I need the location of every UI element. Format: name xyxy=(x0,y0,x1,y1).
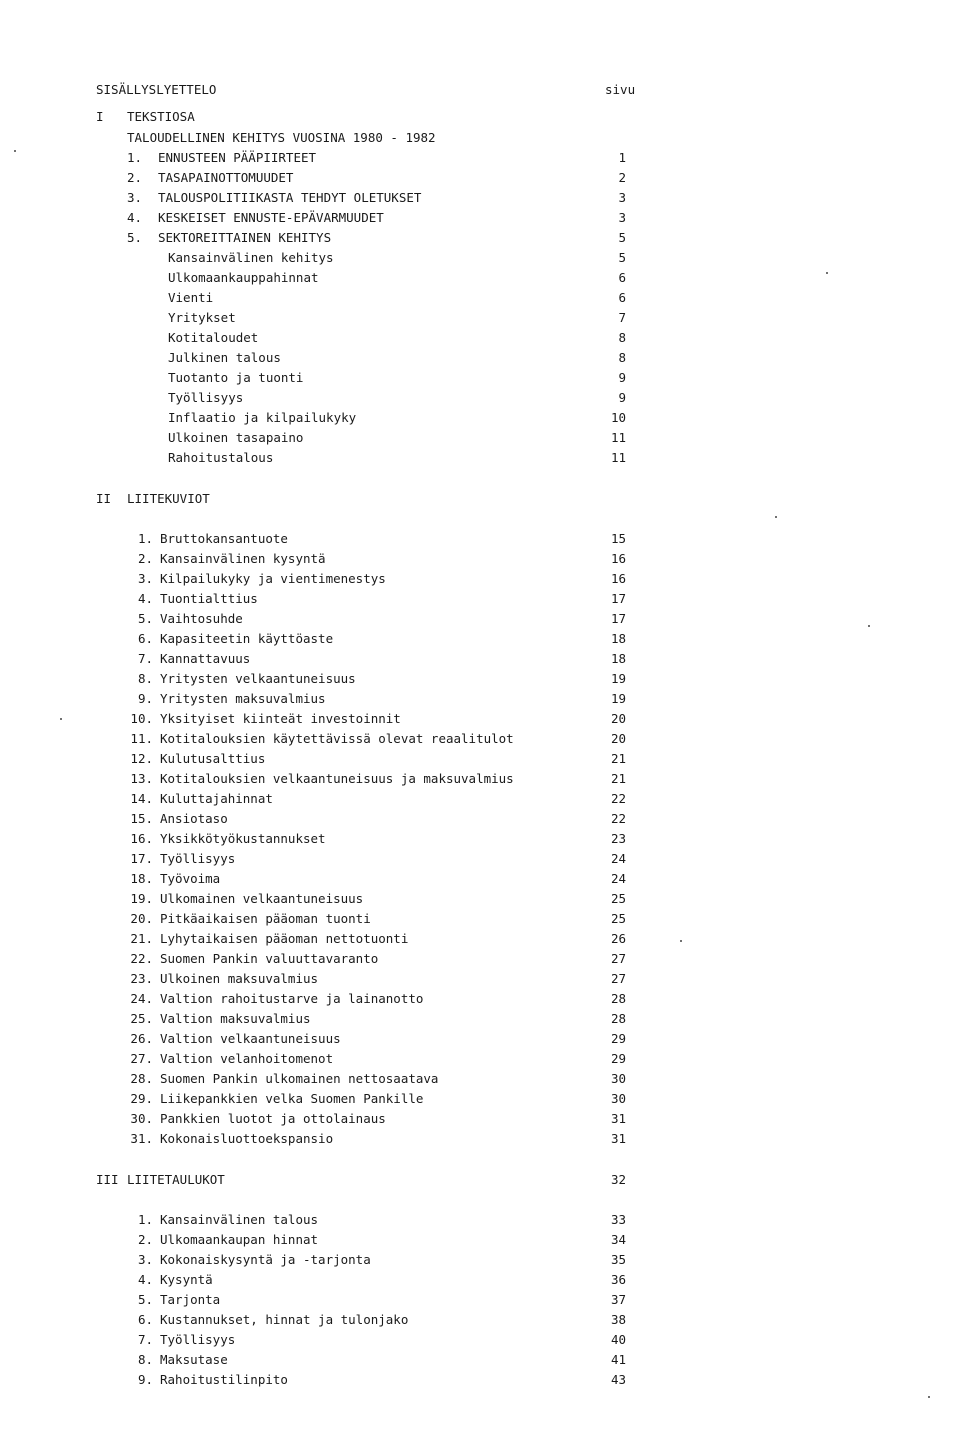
figure-number: 27. xyxy=(130,1051,153,1066)
entry-title: SEKTOREITTAINEN KEHITYS xyxy=(158,230,332,245)
subentry-title: Julkinen talous xyxy=(168,350,281,365)
subentry-page: 8 xyxy=(618,330,626,345)
toc-entry xyxy=(0,208,960,228)
entry-number: 4. xyxy=(127,210,143,225)
figure-number: 4. xyxy=(137,591,153,606)
figure-number: 29. xyxy=(130,1091,153,1106)
section-number: III xyxy=(96,1172,119,1187)
table-title: Ulkomaankaupan hinnat xyxy=(160,1232,319,1247)
table-title: Kansainvälinen talous xyxy=(160,1212,319,1227)
subentry-page: 9 xyxy=(618,390,626,405)
figure-entry xyxy=(0,589,960,609)
subentry-title: Ulkoinen tasapaino xyxy=(168,430,304,445)
table-number: 3. xyxy=(137,1252,153,1267)
figure-page: 31 xyxy=(610,1111,626,1126)
toc-subentry xyxy=(0,368,960,388)
section-number: II xyxy=(96,491,112,506)
figure-title: Ansiotaso xyxy=(160,811,228,826)
entry-page: 2 xyxy=(618,170,626,185)
scan-speck xyxy=(826,272,828,274)
figure-entry xyxy=(0,869,960,889)
figure-title: Suomen Pankin valuuttavaranto xyxy=(160,951,379,966)
figure-entry xyxy=(0,529,960,549)
figure-entry xyxy=(0,829,960,849)
toc-subentry xyxy=(0,408,960,428)
figure-number: 14. xyxy=(130,791,153,806)
subentry-title: Vienti xyxy=(168,290,214,305)
figure-title: Suomen Pankin ulkomainen nettosaatava xyxy=(160,1071,439,1086)
figure-title: Tuontialttius xyxy=(160,591,258,606)
figure-number: 11. xyxy=(130,731,153,746)
scan-speck xyxy=(928,1396,930,1398)
table-page: 33 xyxy=(610,1212,626,1227)
figure-title: Valtion maksuvalmius xyxy=(160,1011,311,1026)
table-entry xyxy=(0,1270,960,1290)
subentry-page: 8 xyxy=(618,350,626,365)
figure-page: 25 xyxy=(610,911,626,926)
figure-title: Pankkien luotot ja ottolainaus xyxy=(160,1111,386,1126)
section-title: LIITEKUVIOT xyxy=(127,491,210,506)
table-title: Kustannukset, hinnat ja tulonjako xyxy=(160,1312,409,1327)
figure-entry xyxy=(0,709,960,729)
entry-title: TASAPAINOTTOMUUDET xyxy=(158,170,294,185)
table-number: 4. xyxy=(137,1272,153,1287)
figure-entry xyxy=(0,1069,960,1089)
scan-speck xyxy=(60,718,62,720)
figure-entry xyxy=(0,789,960,809)
figure-number: 21. xyxy=(130,931,153,946)
figure-title: Kuluttajahinnat xyxy=(160,791,273,806)
table-title: Rahoitustilinpito xyxy=(160,1372,288,1387)
scan-speck xyxy=(775,516,777,518)
table-number: 9. xyxy=(137,1372,153,1387)
figure-entry xyxy=(0,809,960,829)
figure-page: 30 xyxy=(610,1071,626,1086)
figure-title: Kansainvälinen kysyntä xyxy=(160,551,326,566)
figure-entry xyxy=(0,1029,960,1049)
figure-entry xyxy=(0,889,960,909)
figure-entry xyxy=(0,769,960,789)
table-entry xyxy=(0,1370,960,1390)
toc-entry xyxy=(0,188,960,208)
figure-number: 30. xyxy=(130,1111,153,1126)
figure-page: 28 xyxy=(610,1011,626,1026)
section-page-number: 32 xyxy=(610,1172,626,1187)
entry-number: 2. xyxy=(127,170,143,185)
section-title: LIITETAULUKOT xyxy=(127,1172,225,1187)
figure-number: 19. xyxy=(130,891,153,906)
toc-subentry xyxy=(0,388,960,408)
figure-entry xyxy=(0,729,960,749)
figure-title: Kapasiteetin käyttöaste xyxy=(160,631,334,646)
entry-page: 3 xyxy=(618,190,626,205)
figure-number: 3. xyxy=(137,571,153,586)
toc-subentry xyxy=(0,308,960,328)
figure-title: Kulutusalttius xyxy=(160,751,266,766)
table-page: 35 xyxy=(610,1252,626,1267)
figure-page: 19 xyxy=(610,671,626,686)
figure-entry xyxy=(0,989,960,1009)
figure-page: 17 xyxy=(610,611,626,626)
figure-entry xyxy=(0,929,960,949)
table-page: 37 xyxy=(610,1292,626,1307)
table-page: 38 xyxy=(610,1312,626,1327)
toc-subentry xyxy=(0,328,960,348)
figure-title: Yritysten maksuvalmius xyxy=(160,691,326,706)
subentry-title: Inflaatio ja kilpailukyky xyxy=(168,410,357,425)
scan-speck xyxy=(868,625,870,627)
toc-subentry xyxy=(0,348,960,368)
figure-page: 16 xyxy=(610,571,626,586)
figure-entry xyxy=(0,569,960,589)
subentry-page: 9 xyxy=(618,370,626,385)
figure-entry xyxy=(0,629,960,649)
entry-number: 1. xyxy=(127,150,143,165)
figure-page: 25 xyxy=(610,891,626,906)
figure-number: 2. xyxy=(137,551,153,566)
figure-title: Kilpailukyky ja vientimenestys xyxy=(160,571,386,586)
figure-number: 12. xyxy=(130,751,153,766)
table-title: Kysyntä xyxy=(160,1272,213,1287)
subentry-page: 11 xyxy=(610,450,626,465)
figure-title: Valtion rahoitustarve ja lainanotto xyxy=(160,991,424,1006)
table-entry xyxy=(0,1230,960,1250)
figure-number: 8. xyxy=(137,671,153,686)
figure-title: Kotitalouksien käytettävissä olevat reaalitulot xyxy=(160,731,514,746)
figure-number: 15. xyxy=(130,811,153,826)
figure-title: Kotitalouksien velkaantuneisuus ja maksuvalmius xyxy=(160,771,514,786)
figure-number: 25. xyxy=(130,1011,153,1026)
figure-title: Työllisyys xyxy=(160,851,236,866)
figure-entry xyxy=(0,549,960,569)
toc-entry xyxy=(0,148,960,168)
figure-number: 18. xyxy=(130,871,153,886)
table-page: 34 xyxy=(610,1232,626,1247)
table-entry xyxy=(0,1330,960,1350)
figure-page: 20 xyxy=(610,711,626,726)
figure-page: 21 xyxy=(610,751,626,766)
figure-title: Kannattavuus xyxy=(160,651,251,666)
figure-number: 20. xyxy=(130,911,153,926)
table-title: Maksutase xyxy=(160,1352,228,1367)
figure-number: 24. xyxy=(130,991,153,1006)
table-page: 36 xyxy=(610,1272,626,1287)
entry-title: TALOUSPOLITIIKASTA TEHDYT OLETUKSET xyxy=(158,190,422,205)
page-column-label: sivu xyxy=(605,82,636,97)
figure-page: 16 xyxy=(610,551,626,566)
figure-page: 23 xyxy=(610,831,626,846)
figure-page: 17 xyxy=(610,591,626,606)
entry-number: 5. xyxy=(127,230,143,245)
figure-page: 18 xyxy=(610,651,626,666)
subentry-title: Kansainvälinen kehitys xyxy=(168,250,334,265)
table-entry xyxy=(0,1210,960,1230)
table-page: 40 xyxy=(610,1332,626,1347)
subentry-title: Rahoitustalous xyxy=(168,450,274,465)
table-entry xyxy=(0,1250,960,1270)
toc-subentry xyxy=(0,428,960,448)
toc-subentry xyxy=(0,248,960,268)
figure-title: Ulkoinen maksuvalmius xyxy=(160,971,319,986)
entry-title: ENNUSTEEN PÄÄPIIRTEET xyxy=(158,150,317,165)
figure-number: 16. xyxy=(130,831,153,846)
figure-page: 27 xyxy=(610,971,626,986)
figure-title: Liikepankkien velka Suomen Pankille xyxy=(160,1091,424,1106)
section-subtitle-row xyxy=(0,128,960,148)
section-heading xyxy=(0,489,960,509)
figure-title: Kokonaisluottoekspansio xyxy=(160,1131,334,1146)
subentry-title: Ulkomaankauppahinnat xyxy=(168,270,319,285)
subentry-title: Kotitaloudet xyxy=(168,330,259,345)
figure-number: 10. xyxy=(130,711,153,726)
figure-page: 18 xyxy=(610,631,626,646)
section-number: I xyxy=(96,109,104,124)
figure-title: Pitkäaikaisen pääoman tuonti xyxy=(160,911,371,926)
figure-number: 9. xyxy=(137,691,153,706)
figure-page: 22 xyxy=(610,791,626,806)
toc-subentry xyxy=(0,268,960,288)
figure-number: 28. xyxy=(130,1071,153,1086)
toc-subentry xyxy=(0,448,960,468)
entry-number: 3. xyxy=(127,190,143,205)
scan-speck xyxy=(680,940,682,942)
table-number: 5. xyxy=(137,1292,153,1307)
figure-title: Valtion velkaantuneisuus xyxy=(160,1031,341,1046)
entry-page: 3 xyxy=(618,210,626,225)
figure-number: 23. xyxy=(130,971,153,986)
toc-entry xyxy=(0,228,960,248)
figure-title: Ulkomainen velkaantuneisuus xyxy=(160,891,364,906)
figure-page: 30 xyxy=(610,1091,626,1106)
figure-title: Työvoima xyxy=(160,871,221,886)
figure-number: 26. xyxy=(130,1031,153,1046)
figure-page: 24 xyxy=(610,871,626,886)
figure-number: 5. xyxy=(137,611,153,626)
figure-page: 27 xyxy=(610,951,626,966)
table-page: 43 xyxy=(610,1372,626,1387)
table-number: 8. xyxy=(137,1352,153,1367)
figure-number: 22. xyxy=(130,951,153,966)
figure-entry xyxy=(0,949,960,969)
figure-title: Valtion velanhoitomenot xyxy=(160,1051,334,1066)
figure-title: Yritysten velkaantuneisuus xyxy=(160,671,356,686)
figure-title: Bruttokansantuote xyxy=(160,531,288,546)
figure-entry xyxy=(0,1089,960,1109)
figure-entry xyxy=(0,749,960,769)
table-number: 6. xyxy=(137,1312,153,1327)
table-title: Tarjonta xyxy=(160,1292,221,1307)
figure-page: 29 xyxy=(610,1031,626,1046)
table-entry xyxy=(0,1350,960,1370)
figure-entry xyxy=(0,649,960,669)
figure-number: 31. xyxy=(130,1131,153,1146)
subentry-page: 6 xyxy=(618,290,626,305)
table-entry xyxy=(0,1310,960,1330)
subentry-page: 5 xyxy=(618,250,626,265)
figure-title: Lyhytaikaisen pääoman nettotuonti xyxy=(160,931,409,946)
figure-entry xyxy=(0,689,960,709)
section-heading xyxy=(0,1170,960,1190)
figure-number: 13. xyxy=(130,771,153,786)
subentry-page: 10 xyxy=(610,410,626,425)
subentry-page: 6 xyxy=(618,270,626,285)
figure-page: 24 xyxy=(610,851,626,866)
figure-page: 29 xyxy=(610,1051,626,1066)
entry-title: KESKEISET ENNUSTE-EPÄVARMUUDET xyxy=(158,210,384,225)
table-title: Työllisyys xyxy=(160,1332,236,1347)
figure-page: 26 xyxy=(610,931,626,946)
figure-title: Yksityiset kiinteät investoinnit xyxy=(160,711,401,726)
subentry-title: Tuotanto ja tuonti xyxy=(168,370,304,385)
toc-title: SISÄLLYSLYETTELO xyxy=(96,82,217,97)
figure-page: 20 xyxy=(610,731,626,746)
toc-entry xyxy=(0,168,960,188)
scan-speck xyxy=(14,150,16,152)
toc-subentry xyxy=(0,288,960,308)
figure-number: 1. xyxy=(137,531,153,546)
subentry-title: Työllisyys xyxy=(168,390,244,405)
figure-entry xyxy=(0,1129,960,1149)
subentry-page: 7 xyxy=(618,310,626,325)
figure-page: 21 xyxy=(610,771,626,786)
toc-header xyxy=(0,80,960,100)
entry-page: 1 xyxy=(618,150,626,165)
figure-entry xyxy=(0,1009,960,1029)
figure-number: 7. xyxy=(137,651,153,666)
section-title: TEKSTIOSA xyxy=(127,109,195,124)
figure-page: 15 xyxy=(610,531,626,546)
table-title: Kokonaiskysyntä ja -tarjonta xyxy=(160,1252,371,1267)
figure-page: 28 xyxy=(610,991,626,1006)
subentry-page: 11 xyxy=(610,430,626,445)
table-number: 1. xyxy=(137,1212,153,1227)
figure-entry xyxy=(0,1109,960,1129)
section-heading xyxy=(0,107,960,127)
subentry-title: Yritykset xyxy=(168,310,236,325)
figure-number: 6. xyxy=(137,631,153,646)
figure-page: 19 xyxy=(610,691,626,706)
figure-page: 31 xyxy=(610,1131,626,1146)
figure-page: 22 xyxy=(610,811,626,826)
figure-entry xyxy=(0,669,960,689)
table-number: 7. xyxy=(137,1332,153,1347)
table-number: 2. xyxy=(137,1232,153,1247)
figure-entry xyxy=(0,1049,960,1069)
figure-number: 17. xyxy=(130,851,153,866)
figure-title: Yksikkötyökustannukset xyxy=(160,831,326,846)
figure-entry xyxy=(0,849,960,869)
figure-entry xyxy=(0,909,960,929)
figure-entry xyxy=(0,969,960,989)
figure-title: Vaihtosuhde xyxy=(160,611,243,626)
table-page: 41 xyxy=(610,1352,626,1367)
figure-entry xyxy=(0,609,960,629)
section-subtitle: TALOUDELLINEN KEHITYS VUOSINA 1980 - 1982 xyxy=(127,130,436,145)
table-entry xyxy=(0,1290,960,1310)
entry-page: 5 xyxy=(618,230,626,245)
